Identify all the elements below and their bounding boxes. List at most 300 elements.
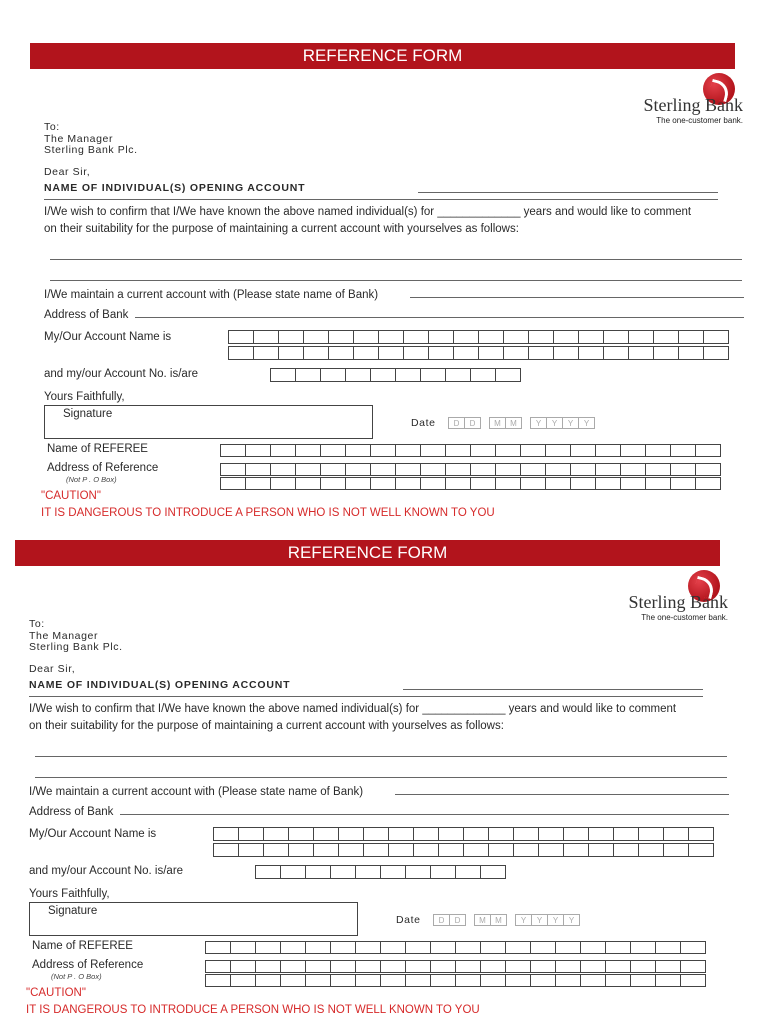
char-box[interactable] <box>255 974 281 987</box>
char-box[interactable] <box>463 843 489 857</box>
comment-line-2[interactable] <box>50 280 742 281</box>
date-label: Date <box>396 914 421 926</box>
char-box[interactable] <box>353 346 379 360</box>
char-box[interactable] <box>695 463 721 476</box>
char-box[interactable] <box>680 960 706 973</box>
char-box[interactable] <box>545 444 571 457</box>
char-box[interactable] <box>438 827 464 841</box>
bank-address-field[interactable] <box>120 814 729 815</box>
char-box[interactable] <box>295 368 321 382</box>
caution-text: IT IS DANGEROUS TO INTRODUCE A PERSON WHO IS NOT WELL KNOWN TO YOU <box>26 1004 480 1016</box>
char-box[interactable] <box>370 477 396 490</box>
char-box[interactable] <box>295 463 321 476</box>
date-field[interactable] <box>433 914 579 926</box>
char-box[interactable] <box>480 960 506 973</box>
char-box[interactable] <box>430 865 456 879</box>
char-box[interactable] <box>495 477 521 490</box>
char-box[interactable] <box>295 444 321 457</box>
referee-name-boxes[interactable] <box>205 941 705 954</box>
char-box[interactable] <box>405 865 431 879</box>
char-box[interactable] <box>655 941 681 954</box>
date-digit-box[interactable]: M <box>505 417 522 429</box>
char-box[interactable] <box>320 444 346 457</box>
char-box[interactable] <box>578 346 604 360</box>
caution-title: "CAUTION" <box>26 987 86 999</box>
char-box[interactable] <box>430 974 456 987</box>
char-box[interactable] <box>578 330 604 344</box>
char-box[interactable] <box>563 827 589 841</box>
date-digit-box[interactable]: M <box>490 914 507 926</box>
char-box[interactable] <box>355 941 381 954</box>
char-box[interactable] <box>305 974 331 987</box>
account-name-boxes[interactable] <box>213 827 713 841</box>
name-of-individual-label: NAME OF INDIVIDUAL(S) OPENING ACCOUNT <box>44 182 306 194</box>
char-box[interactable] <box>530 974 556 987</box>
char-box[interactable] <box>270 477 296 490</box>
char-box[interactable] <box>263 843 289 857</box>
form-title-banner: REFERENCE FORM <box>30 43 735 69</box>
char-box[interactable] <box>280 960 306 973</box>
char-box[interactable] <box>388 827 414 841</box>
char-box[interactable] <box>378 330 404 344</box>
char-box[interactable] <box>228 346 254 360</box>
char-box[interactable] <box>513 827 539 841</box>
date-field[interactable] <box>448 417 594 429</box>
char-box[interactable] <box>270 368 296 382</box>
char-box[interactable] <box>303 330 329 344</box>
char-box[interactable] <box>538 827 564 841</box>
comment-line-1[interactable] <box>35 756 727 757</box>
char-box[interactable] <box>503 330 529 344</box>
char-box[interactable] <box>553 346 579 360</box>
not-po-box-note: (Not P . O Box) <box>66 475 117 484</box>
char-box[interactable] <box>380 960 406 973</box>
char-box[interactable] <box>695 477 721 490</box>
account-name-boxes[interactable] <box>228 330 728 344</box>
date-digit-box[interactable]: D <box>433 914 450 926</box>
char-box[interactable] <box>445 368 471 382</box>
char-box[interactable] <box>330 941 356 954</box>
char-box[interactable] <box>353 330 379 344</box>
char-box[interactable] <box>520 463 546 476</box>
char-box[interactable] <box>670 477 696 490</box>
char-box[interactable] <box>605 941 631 954</box>
individual-name-field[interactable] <box>403 689 703 690</box>
char-box[interactable] <box>530 960 556 973</box>
char-box[interactable] <box>663 827 689 841</box>
char-box[interactable] <box>655 974 681 987</box>
char-box[interactable] <box>280 941 306 954</box>
char-box[interactable] <box>370 463 396 476</box>
char-box[interactable] <box>503 346 529 360</box>
char-box[interactable] <box>555 960 581 973</box>
char-box[interactable] <box>555 974 581 987</box>
char-box[interactable] <box>553 330 579 344</box>
char-box[interactable] <box>680 974 706 987</box>
char-box[interactable] <box>545 477 571 490</box>
char-box[interactable] <box>528 346 554 360</box>
reference-form-2 <box>0 497 755 1016</box>
char-box[interactable] <box>613 843 639 857</box>
account-no-label: and my/our Account No. is/are <box>44 368 199 380</box>
date-digit-box[interactable]: Y <box>578 417 595 429</box>
yours-faithfully: Yours Faithfully, <box>44 391 125 403</box>
char-box[interactable] <box>403 346 429 360</box>
char-box[interactable] <box>670 444 696 457</box>
sterling-bank-logo: Sterling Bank The one-customer bank. <box>597 570 732 625</box>
char-box[interactable] <box>538 843 564 857</box>
date-digit-box[interactable]: M <box>474 914 491 926</box>
date-digit-box[interactable]: Y <box>515 914 532 926</box>
char-box[interactable] <box>445 463 471 476</box>
referee-address-label: Address of Reference <box>47 462 159 474</box>
bank-plc-label: Sterling Bank Plc. <box>29 641 123 653</box>
char-box[interactable] <box>355 960 381 973</box>
char-box[interactable] <box>603 330 629 344</box>
char-box[interactable] <box>488 843 514 857</box>
char-box[interactable] <box>220 477 246 490</box>
char-box[interactable] <box>453 346 479 360</box>
manager-label: The Manager <box>29 630 99 642</box>
char-box[interactable] <box>520 477 546 490</box>
char-box[interactable] <box>528 330 554 344</box>
char-box[interactable] <box>463 827 489 841</box>
to-label: To: <box>29 618 45 630</box>
date-digit-box[interactable]: D <box>449 914 466 926</box>
bank-name-field[interactable] <box>395 794 729 795</box>
char-box[interactable] <box>703 330 729 344</box>
char-box[interactable] <box>638 843 664 857</box>
char-box[interactable] <box>288 827 314 841</box>
char-box[interactable] <box>405 941 431 954</box>
char-box[interactable] <box>328 346 354 360</box>
char-box[interactable] <box>570 444 596 457</box>
account-name-boxes-row2[interactable] <box>228 346 728 360</box>
char-box[interactable] <box>338 843 364 857</box>
char-box[interactable] <box>445 444 471 457</box>
char-box[interactable] <box>438 843 464 857</box>
char-box[interactable] <box>670 463 696 476</box>
char-box[interactable] <box>370 368 396 382</box>
char-box[interactable] <box>420 368 446 382</box>
char-box[interactable] <box>588 827 614 841</box>
char-box[interactable] <box>678 346 704 360</box>
char-box[interactable] <box>345 444 371 457</box>
referee-name-label: Name of REFEREE <box>47 443 148 455</box>
comment-line-2[interactable] <box>35 777 727 778</box>
char-box[interactable] <box>238 827 264 841</box>
char-box[interactable] <box>405 960 431 973</box>
char-box[interactable] <box>455 941 481 954</box>
date-label: Date <box>411 417 436 429</box>
char-box[interactable] <box>345 477 371 490</box>
comment-line-1[interactable] <box>50 259 742 260</box>
char-box[interactable] <box>603 346 629 360</box>
char-box[interactable] <box>455 974 481 987</box>
account-no-boxes[interactable] <box>270 368 520 382</box>
char-box[interactable] <box>620 444 646 457</box>
char-box[interactable] <box>580 960 606 973</box>
char-box[interactable] <box>213 843 239 857</box>
char-box[interactable] <box>270 444 296 457</box>
signature-label: Signature <box>63 408 113 420</box>
char-box[interactable] <box>480 974 506 987</box>
char-box[interactable] <box>403 330 429 344</box>
char-box[interactable] <box>695 444 721 457</box>
char-box[interactable] <box>303 346 329 360</box>
date-digit-box[interactable]: Y <box>530 417 547 429</box>
char-box[interactable] <box>255 865 281 879</box>
char-box[interactable] <box>455 960 481 973</box>
char-box[interactable] <box>630 974 656 987</box>
char-box[interactable] <box>420 444 446 457</box>
char-box[interactable] <box>420 463 446 476</box>
char-box[interactable] <box>645 477 671 490</box>
char-box[interactable] <box>288 843 314 857</box>
char-box[interactable] <box>653 346 679 360</box>
referee-address-boxes-row2[interactable] <box>205 974 705 987</box>
char-box[interactable] <box>245 444 271 457</box>
bank-address-field[interactable] <box>135 317 744 318</box>
char-box[interactable] <box>455 865 481 879</box>
char-box[interactable] <box>470 477 496 490</box>
char-box[interactable] <box>628 346 654 360</box>
body-text-line2: on their suitability for the purpose of maintaining a current account with yourselves as follows: <box>29 720 504 732</box>
char-box[interactable] <box>230 974 256 987</box>
char-box[interactable] <box>488 827 514 841</box>
char-box[interactable] <box>238 843 264 857</box>
char-box[interactable] <box>388 843 414 857</box>
signature-box[interactable] <box>44 405 373 439</box>
char-box[interactable] <box>213 827 239 841</box>
char-box[interactable] <box>255 941 281 954</box>
char-box[interactable] <box>245 463 271 476</box>
char-box[interactable] <box>428 346 454 360</box>
referee-name-boxes[interactable] <box>220 444 720 457</box>
dear-sir-label: Dear Sir, <box>29 663 76 675</box>
address-of-bank-label: Address of Bank <box>44 309 129 321</box>
date-digit-box[interactable]: M <box>489 417 506 429</box>
char-box[interactable] <box>703 346 729 360</box>
date-digit-box[interactable]: D <box>464 417 481 429</box>
char-box[interactable] <box>480 865 506 879</box>
char-box[interactable] <box>430 941 456 954</box>
char-box[interactable] <box>205 960 231 973</box>
char-box[interactable] <box>570 463 596 476</box>
char-box[interactable] <box>638 827 664 841</box>
char-box[interactable] <box>330 960 356 973</box>
char-box[interactable] <box>305 865 331 879</box>
char-box[interactable] <box>345 463 371 476</box>
char-box[interactable] <box>563 843 589 857</box>
char-box[interactable] <box>278 330 304 344</box>
char-box[interactable] <box>253 346 279 360</box>
char-box[interactable] <box>605 960 631 973</box>
char-box[interactable] <box>680 941 706 954</box>
char-box[interactable] <box>395 477 421 490</box>
char-box[interactable] <box>688 843 714 857</box>
char-box[interactable] <box>420 477 446 490</box>
date-digit-box[interactable]: Y <box>531 914 548 926</box>
account-no-label: and my/our Account No. is/are <box>29 865 184 877</box>
referee-address-boxes[interactable] <box>205 960 705 973</box>
char-box[interactable] <box>505 974 531 987</box>
char-box[interactable] <box>305 960 331 973</box>
date-digit-box[interactable]: Y <box>547 914 564 926</box>
char-box[interactable] <box>245 477 271 490</box>
body-text-line1: I/We wish to confirm that I/We have known the above named individual(s) for _____________ years and would like to comment <box>29 703 677 715</box>
char-box[interactable] <box>295 477 321 490</box>
char-box[interactable] <box>688 827 714 841</box>
bank-name-label: I/We maintain a current account with (Please state name of Bank) <box>29 786 364 798</box>
char-box[interactable] <box>320 463 346 476</box>
char-box[interactable] <box>205 941 231 954</box>
referee-address-boxes-row2[interactable] <box>220 477 720 490</box>
char-box[interactable] <box>595 463 621 476</box>
sterling-bank-logo: Sterling Bank The one-customer bank. <box>612 73 747 128</box>
char-box[interactable] <box>555 941 581 954</box>
char-box[interactable] <box>480 941 506 954</box>
signature-label: Signature <box>48 905 98 917</box>
char-box[interactable] <box>370 444 396 457</box>
char-box[interactable] <box>270 463 296 476</box>
char-box[interactable] <box>395 368 421 382</box>
to-label: To: <box>44 121 60 133</box>
char-box[interactable] <box>395 444 421 457</box>
char-box[interactable] <box>380 974 406 987</box>
char-box[interactable] <box>655 960 681 973</box>
date-digit-box[interactable]: Y <box>546 417 563 429</box>
date-digit-box[interactable]: Y <box>563 914 580 926</box>
char-box[interactable] <box>653 330 679 344</box>
bank-plc-label: Sterling Bank Plc. <box>44 144 138 156</box>
char-box[interactable] <box>645 463 671 476</box>
char-box[interactable] <box>628 330 654 344</box>
body-text-line2: on their suitability for the purpose of maintaining a current account with yourselves as follows: <box>44 223 519 235</box>
char-box[interactable] <box>220 444 246 457</box>
char-box[interactable] <box>570 477 596 490</box>
yours-faithfully: Yours Faithfully, <box>29 888 110 900</box>
manager-label: The Manager <box>44 133 114 145</box>
char-box[interactable] <box>228 330 254 344</box>
char-box[interactable] <box>378 346 404 360</box>
char-box[interactable] <box>470 463 496 476</box>
char-box[interactable] <box>495 368 521 382</box>
char-box[interactable] <box>678 330 704 344</box>
char-box[interactable] <box>663 843 689 857</box>
char-box[interactable] <box>320 368 346 382</box>
address-of-bank-label: Address of Bank <box>29 806 114 818</box>
referee-address-label: Address of Reference <box>32 959 144 971</box>
char-box[interactable] <box>220 463 246 476</box>
char-box[interactable] <box>380 941 406 954</box>
char-box[interactable] <box>453 330 479 344</box>
char-box[interactable] <box>478 346 504 360</box>
char-box[interactable] <box>305 941 331 954</box>
char-box[interactable] <box>255 960 281 973</box>
char-box[interactable] <box>355 974 381 987</box>
char-box[interactable] <box>495 463 521 476</box>
char-box[interactable] <box>595 444 621 457</box>
char-box[interactable] <box>580 941 606 954</box>
account-no-boxes[interactable] <box>255 865 505 879</box>
char-box[interactable] <box>263 827 289 841</box>
char-box[interactable] <box>595 477 621 490</box>
char-box[interactable] <box>620 477 646 490</box>
char-box[interactable] <box>380 865 406 879</box>
char-box[interactable] <box>205 974 231 987</box>
char-box[interactable] <box>530 941 556 954</box>
char-box[interactable] <box>395 463 421 476</box>
date-digit-box[interactable]: Y <box>562 417 579 429</box>
char-box[interactable] <box>613 827 639 841</box>
char-box[interactable] <box>545 463 571 476</box>
char-box[interactable] <box>253 330 279 344</box>
char-box[interactable] <box>405 974 431 987</box>
char-box[interactable] <box>413 827 439 841</box>
char-box[interactable] <box>495 444 521 457</box>
account-name-label: My/Our Account Name is <box>44 331 172 343</box>
date-digit-box[interactable]: D <box>448 417 465 429</box>
name-of-individual-label: NAME OF INDIVIDUAL(S) OPENING ACCOUNT <box>29 679 291 691</box>
char-box[interactable] <box>505 941 531 954</box>
char-box[interactable] <box>580 974 606 987</box>
char-box[interactable] <box>470 368 496 382</box>
char-box[interactable] <box>313 827 339 841</box>
char-box[interactable] <box>330 974 356 987</box>
char-box[interactable] <box>320 477 346 490</box>
char-box[interactable] <box>363 843 389 857</box>
char-box[interactable] <box>313 843 339 857</box>
char-box[interactable] <box>630 941 656 954</box>
char-box[interactable] <box>470 444 496 457</box>
char-box[interactable] <box>505 960 531 973</box>
char-box[interactable] <box>330 865 356 879</box>
char-box[interactable] <box>338 827 364 841</box>
char-box[interactable] <box>513 843 539 857</box>
dear-sir-label: Dear Sir, <box>44 166 91 178</box>
char-box[interactable] <box>280 974 306 987</box>
char-box[interactable] <box>355 865 381 879</box>
char-box[interactable] <box>328 330 354 344</box>
char-box[interactable] <box>478 330 504 344</box>
char-box[interactable] <box>645 444 671 457</box>
char-box[interactable] <box>428 330 454 344</box>
individual-name-field[interactable] <box>418 192 718 193</box>
divider <box>44 199 718 200</box>
char-box[interactable] <box>230 960 256 973</box>
char-box[interactable] <box>620 463 646 476</box>
bank-name-field[interactable] <box>410 297 744 298</box>
char-box[interactable] <box>363 827 389 841</box>
char-box[interactable] <box>230 941 256 954</box>
referee-address-boxes[interactable] <box>220 463 720 476</box>
char-box[interactable] <box>278 346 304 360</box>
account-name-boxes-row2[interactable] <box>213 843 713 857</box>
signature-box[interactable] <box>29 902 358 936</box>
char-box[interactable] <box>445 477 471 490</box>
char-box[interactable] <box>413 843 439 857</box>
char-box[interactable] <box>430 960 456 973</box>
char-box[interactable] <box>520 444 546 457</box>
char-box[interactable] <box>588 843 614 857</box>
divider <box>29 696 703 697</box>
char-box[interactable] <box>280 865 306 879</box>
char-box[interactable] <box>605 974 631 987</box>
char-box[interactable] <box>630 960 656 973</box>
form-title-banner: REFERENCE FORM <box>15 540 720 566</box>
char-box[interactable] <box>345 368 371 382</box>
